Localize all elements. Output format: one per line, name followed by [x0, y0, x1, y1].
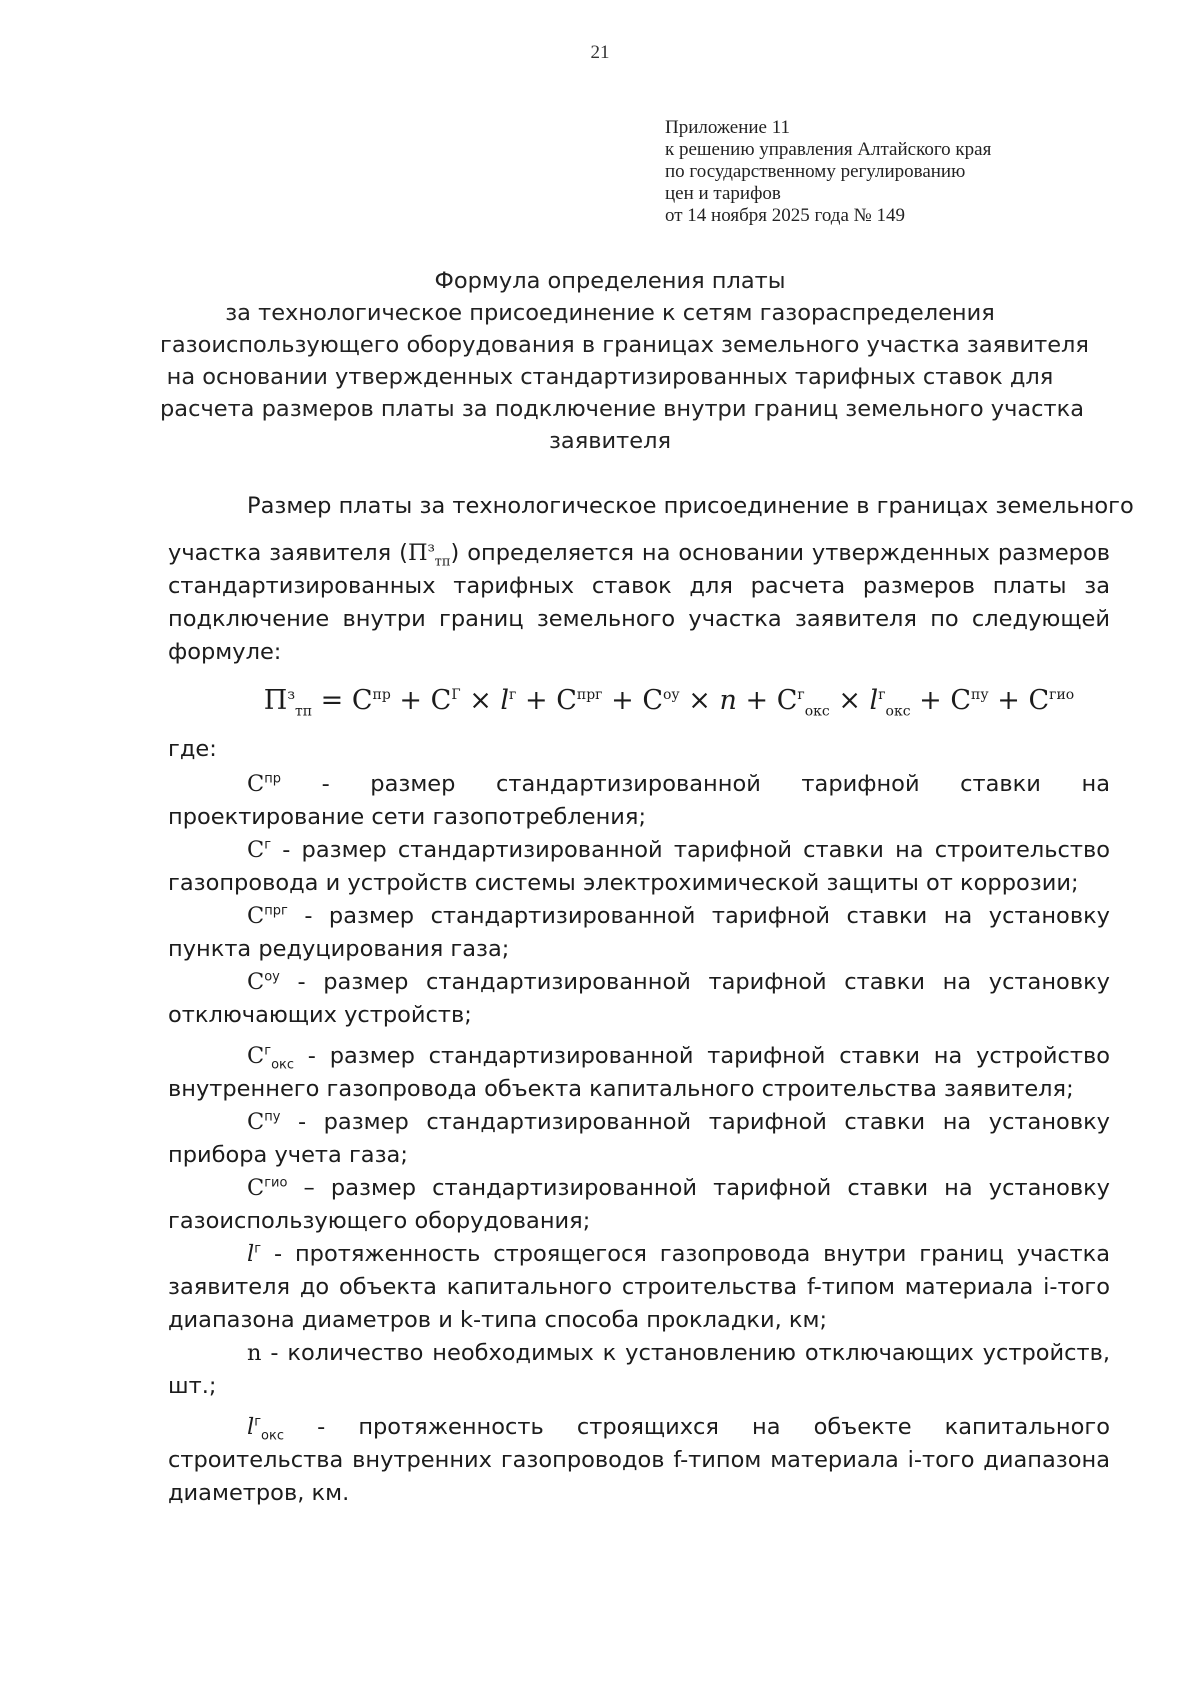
definition-c-prg: $C^{прг}$ - размер стандартизированной тарифной ставки на установку пункта редуцирования газа; [168, 903, 1110, 962]
definition-c-g: $C^г$ - размер стандартизированной тарифной ставки на строительство газопровода и устройств системы электрохимической защиты от коррозии; [168, 837, 1110, 896]
definition-l-oks: $l^г_{окс}$ - протяженность строящихся на объекте капитального строительства внутренних газопроводов f-типом материала i-того диапазона диаметров, км. [168, 1414, 1110, 1506]
appendix-line: по государственному регулированию [665, 161, 966, 182]
page-number: 21 [590, 42, 610, 63]
where-label: где: [168, 736, 217, 762]
title-line: газоиспользующего оборудования в границах земельного участка заявителя [160, 332, 1089, 358]
definition-c-ou: $C^{оу}$ - размер стандартизированной тарифной ставки на установку отключающих устройств; [168, 969, 1110, 1028]
definition-n: n - количество необходимых к установлению отключающих устройств, шт.; [168, 1340, 1110, 1399]
appendix-line: Приложение 11 [665, 117, 791, 138]
appendix-header [665, 117, 991, 227]
title-line: Формула определения платы [434, 268, 786, 294]
definition-c-gio: $C^{гио}$ – размер стандартизированной тарифной ставки на установку газоиспользующего оборудования; [168, 1175, 1110, 1234]
intro-paragraph [168, 537, 1110, 669]
title-line: заявителя [548, 428, 672, 454]
definition-c-pr: $C^{пр}$ - размер стандартизированной тарифной ставки на проектирование сети газопотребления; [168, 771, 1110, 830]
document-title [160, 265, 1089, 457]
document-body [168, 490, 1134, 1510]
appendix-line: к решению управления Алтайского края [665, 139, 992, 160]
title-line: на основании утвержденных стандартизированных тарифных ставок для [166, 364, 1054, 390]
definition-l-g: $l^г$ - протяженность строящегося газопровода внутри границ участка заявителя до объекта капитального строительства f-типом материала i-того диапазона диаметров и k-типа способа прокладки, км; [168, 1241, 1110, 1333]
definition-c-oks: $C^г_{окс}$ - размер стандартизированной тарифной ставки на устройство внутреннего газопровода объекта капитального строительства заявителя; [168, 1043, 1110, 1102]
formula: $П^з_{тп} = C^{пр} + C^Г \times l^г + C^{прг} + C^{оу} \times n + C^г_{окс} \times l^г_{окс} + C^{пу} + C^{гио}$ [263, 685, 1075, 720]
title-line: за технологическое присоединение к сетям газораспределения [225, 300, 995, 326]
intro-first-line: Размер платы за технологическое присоединение в границах земельного [247, 493, 1134, 519]
intro-text-after: ) определяется на основании утвержденных размеров стандартизированных тарифных ставок для расчета размеров платы за подключение внутри границ земельного участка заявителя по следующей формуле: [168, 540, 1110, 665]
appendix-line: от 14 ноября 2025 года № 149 [665, 205, 906, 226]
definition-c-pu: $C^{пу}$ - размер стандартизированной тарифной ставки на установку прибора учета газа; [168, 1109, 1110, 1168]
title-line: расчета размеров платы за подключение внутри границ земельного участка [160, 396, 1085, 422]
appendix-line: цен и тарифов [665, 183, 781, 204]
payment-symbol: $П^з_{тп}$ [407, 540, 451, 570]
intro-text-before: участка заявителя ( [168, 540, 408, 566]
